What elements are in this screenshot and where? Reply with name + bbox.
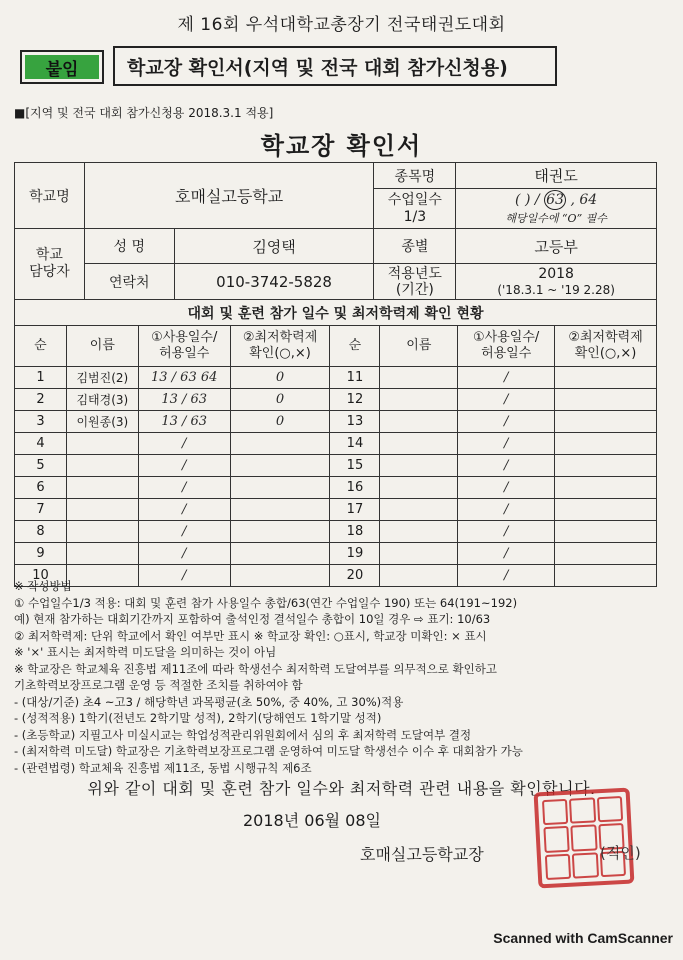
cell-name [380, 367, 458, 389]
cell-days: / [458, 565, 555, 587]
cell-no: 5 [15, 455, 67, 477]
cell-check [230, 477, 330, 499]
cell-check [230, 499, 330, 521]
year-label-2: (기간) [395, 281, 434, 298]
cell-days: 13 / 63 [138, 389, 230, 411]
note-line: - (초등학교) 지필고사 미실시교는 학업성적관리위원회에서 심의 후 최저학력 도달여부 결정 [14, 727, 472, 742]
principal-signature: 호매실고등학교장 [360, 845, 484, 864]
cell-days: / [458, 433, 555, 455]
cell-check [555, 455, 657, 477]
cell-check [555, 521, 657, 543]
header-no: 순 [15, 326, 67, 367]
cell-name [380, 477, 458, 499]
official-seal-stamp [534, 788, 635, 889]
name-label: 성 명 [84, 229, 174, 264]
header-days-2: 허용일수 [481, 346, 532, 361]
header-confirm-2: 확인(○,×) [574, 346, 637, 361]
cell-days: / [458, 543, 555, 565]
table-row [15, 543, 657, 565]
cell-no: 18 [330, 521, 380, 543]
attachment-badge-label: 붙임 [25, 55, 99, 79]
cell-check [555, 433, 657, 455]
name-value: 김영택 [174, 229, 374, 264]
note-line: 예) 현재 참가하는 대회기간까지 포함하여 출석인정 결석일수 총합이 10일 경우 ⇨ 표기: 10/63 [14, 612, 491, 626]
scanner-watermark: Scanned with CamScanner [493, 930, 673, 946]
cell-no: 16 [330, 477, 380, 499]
days-label-1: 수업일수 [387, 191, 442, 208]
cell-no: 20 [330, 565, 380, 587]
header-days-1: ①사용일수/ [473, 330, 540, 345]
table-row [15, 455, 657, 477]
cell-no: 8 [15, 521, 67, 543]
table-row [15, 521, 657, 543]
header-name: 이름 [380, 326, 458, 367]
event-value: 태권도 [456, 163, 657, 189]
contact-value: 010-3742-5828 [174, 264, 374, 300]
cell-no: 15 [330, 455, 380, 477]
cell-check: 0 [230, 389, 330, 411]
cell-check [230, 455, 330, 477]
note-line: ② 최저학력제: 단위 학교에서 확인 여부만 표시 ※ 학교장 확인: ○표시, 학교장 미확인: × 표시 [14, 628, 487, 643]
edition-note: ■[지역 및 전국 대회 참가신청용 2018.3.1 적용] [14, 106, 274, 120]
cell-days: / [138, 433, 230, 455]
table-row [15, 477, 657, 499]
cell-no: 6 [15, 477, 67, 499]
cell-days: / [458, 389, 555, 411]
cell-no: 1 [15, 367, 67, 389]
cell-days: / [458, 455, 555, 477]
category-value: 고등부 [456, 229, 657, 264]
table-row [15, 367, 657, 389]
cell-check [555, 411, 657, 433]
participation-table [14, 325, 657, 587]
days-value [456, 190, 656, 210]
cell-no: 14 [330, 433, 380, 455]
cell-days: / [138, 565, 230, 587]
year-value-1: 2018 [538, 265, 574, 282]
cell-check [230, 433, 330, 455]
cell-no: 11 [330, 367, 380, 389]
header-no: 순 [330, 326, 380, 367]
days-note: 해당일수에 “O” 필수 [505, 212, 607, 225]
cell-no: 2 [15, 389, 67, 411]
school-label: 학교명 [15, 163, 85, 229]
table-row [15, 433, 657, 455]
note-line: ※ 작성방법 [14, 579, 72, 593]
event-label: 종목명 [374, 163, 456, 189]
info-table [14, 162, 657, 300]
cell-days: / [138, 499, 230, 521]
cell-days: 13 / 63 [138, 411, 230, 433]
note-line: - (관련법령) 학교체육 진흥법 제11조, 동법 시행규칙 제6조 [14, 760, 312, 775]
cell-name [380, 389, 458, 411]
cell-no: 12 [330, 389, 380, 411]
days-label-2: 1/3 [403, 208, 427, 225]
manager-label-1: 학교 [35, 247, 63, 263]
cell-name: 김태경(3) [66, 389, 138, 411]
contact-label: 연락처 [84, 264, 174, 300]
year-label-1: 적용년도 [387, 265, 442, 282]
days-value-prefix: ( ) / [515, 192, 540, 208]
issue-date: 2018년 06월 08일 [243, 811, 381, 830]
seal-note: (직인) [600, 844, 641, 862]
cell-days: 13 / 63 64 [138, 367, 230, 389]
note-line: - (성적적용) 1학기(전년도 2학기말 성적), 2학기(당해연도 1학기말 성적) [14, 711, 382, 725]
cell-name [380, 499, 458, 521]
cell-no: 7 [15, 499, 67, 521]
table-row [15, 389, 657, 411]
cell-check: 0 [230, 367, 330, 389]
table-row [15, 499, 657, 521]
cell-check [230, 543, 330, 565]
days-value-suffix: , 64 [570, 192, 598, 208]
header-days-2: 허용일수 [159, 346, 210, 361]
header-confirm-1: ②최저학력제 [568, 330, 643, 345]
cell-name [66, 499, 138, 521]
cell-name [66, 455, 138, 477]
cell-name [380, 411, 458, 433]
cell-days: / [458, 521, 555, 543]
cell-name [66, 433, 138, 455]
header-confirm-2: 확인(○,×) [249, 346, 311, 361]
cell-name [380, 521, 458, 543]
cell-check: 0 [230, 411, 330, 433]
attachment-badge [20, 50, 104, 84]
cell-no: 3 [15, 411, 67, 433]
cell-days: / [138, 543, 230, 565]
cell-name: 김범진(2) [66, 367, 138, 389]
cell-name [66, 543, 138, 565]
header-days-1: ①사용일수/ [151, 330, 218, 345]
header-confirm-1: ②최저학력제 [242, 330, 318, 345]
status-title: 대회 및 훈련 참가 일수 및 최저학력제 확인 현황 [14, 299, 657, 325]
note-line: - (대상/기준) 초4 ~고3 / 해당학년 과목평균(초 50%, 중 40%, 고 30%)적용 [14, 694, 404, 709]
cell-no: 19 [330, 543, 380, 565]
cell-check [555, 499, 657, 521]
cell-days: / [138, 455, 230, 477]
cell-no: 17 [330, 499, 380, 521]
cell-name [66, 477, 138, 499]
header-name: 이름 [66, 326, 138, 367]
table-row [15, 411, 657, 433]
category-label: 종별 [374, 229, 456, 264]
note-line: - (최저학력 미도달) 학교장은 기초학력보장프로그램 운영하여 미도달 학생선수 이수 후 대회참가 가능 [14, 744, 523, 758]
form-title: 학교장 확인서 [260, 132, 423, 160]
cell-check [555, 477, 657, 499]
cell-days: / [458, 477, 555, 499]
cell-days: / [458, 499, 555, 521]
cell-check [555, 389, 657, 411]
document-title: 학교장 확인서(지역 및 전국 대회 참가신청용) [113, 46, 557, 86]
year-value-2: ('18.3.1 ~ '19 2.28) [497, 282, 615, 297]
cell-days: / [138, 521, 230, 543]
school-value: 호매실고등학교 [84, 163, 374, 229]
cell-name [380, 455, 458, 477]
note-line: ※ '×' 표시는 최저학력 미도달을 의미하는 것이 아님 [14, 645, 277, 659]
cell-check [555, 543, 657, 565]
cell-name [380, 543, 458, 565]
note-line: ① 수업일수1/3 적용: 대회 및 훈련 참가 사용일수 총합/63(연간 수업일수 190) 또는 64(191~192) [14, 595, 518, 610]
note-line: 기초학력보장프로그램 운영 등 적절한 조치를 취하여야 함 [14, 678, 303, 692]
cell-no: 9 [15, 543, 67, 565]
cell-days: / [138, 477, 230, 499]
note-line: ※ 학교장은 학교체육 진흥법 제11조에 따라 학생선수 최저학력 도달여부를 의무적으로 확인하고 [14, 661, 497, 676]
cell-check [230, 521, 330, 543]
cell-days: / [458, 367, 555, 389]
cell-no: 4 [15, 433, 67, 455]
cell-name: 이원종(3) [66, 411, 138, 433]
cell-name [380, 433, 458, 455]
cell-no: 13 [330, 411, 380, 433]
event-title: 제 16회 우석대학교총장기 전국태권도대회 [177, 15, 506, 35]
manager-label-2: 담당자 [29, 264, 70, 280]
days-value-circled: 63 [544, 190, 566, 210]
confirmation-statement: 위와 같이 대회 및 훈련 참가 일수와 최저학력 관련 내용을 확인합니다. [87, 779, 596, 798]
cell-check [555, 367, 657, 389]
writing-instructions [14, 578, 674, 776]
cell-name [66, 521, 138, 543]
cell-no: 10 [15, 565, 67, 587]
cell-days: / [458, 411, 555, 433]
